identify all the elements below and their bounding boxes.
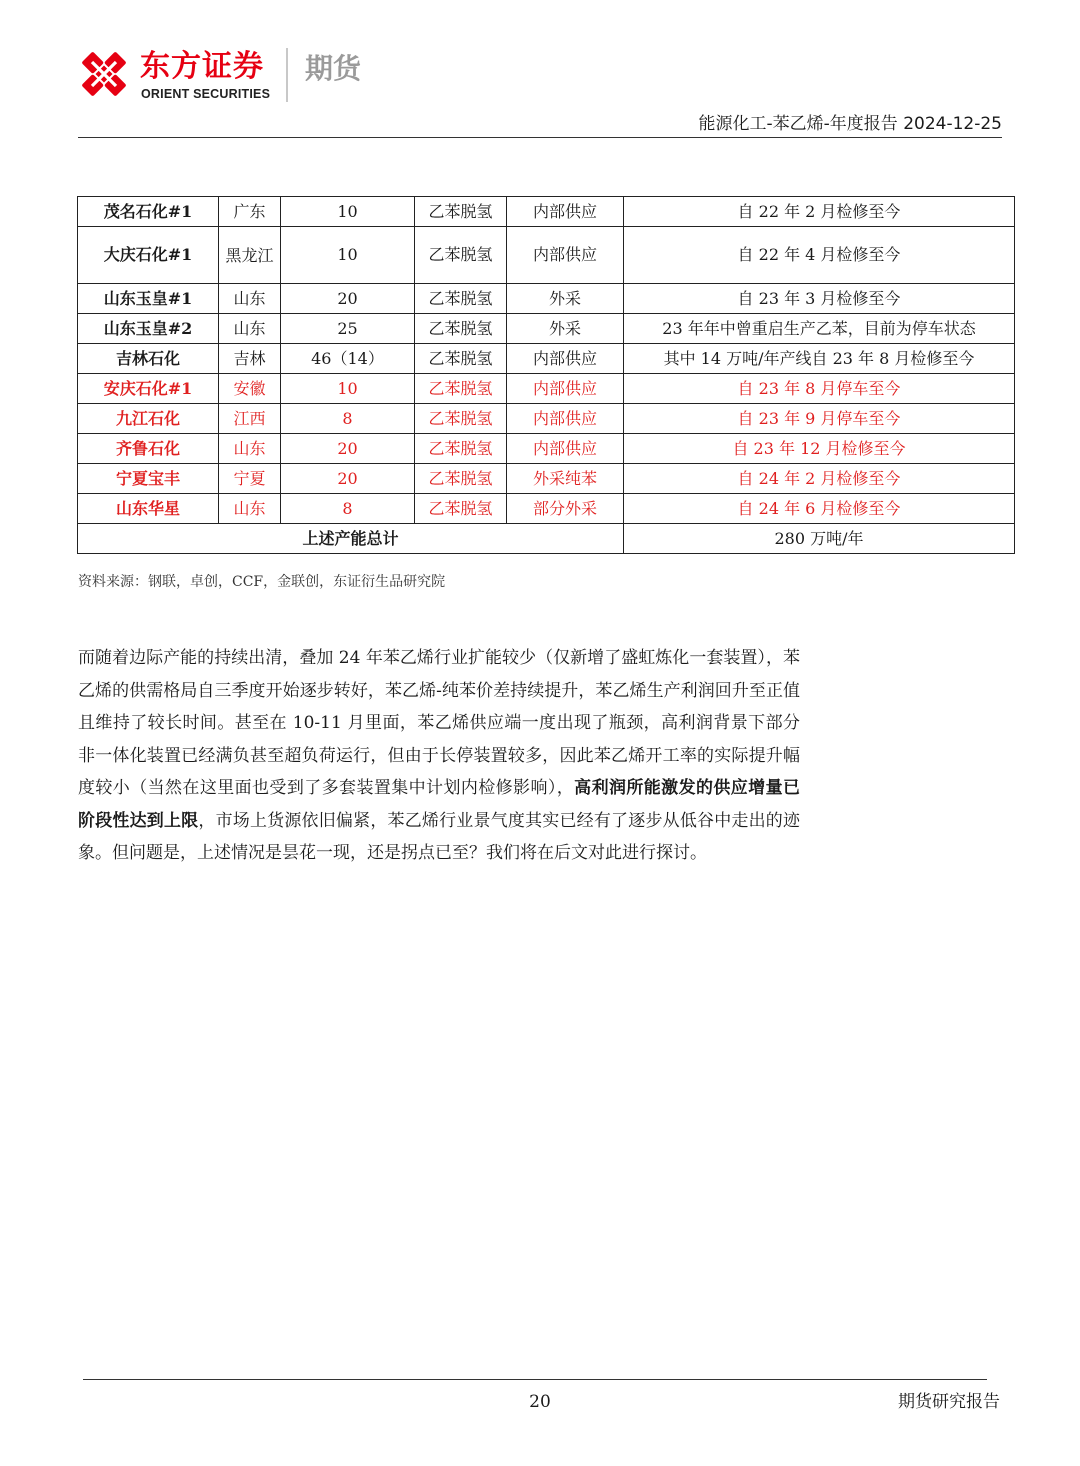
page-number: 20: [529, 1392, 551, 1412]
province-cell: 宁夏: [219, 464, 281, 494]
paragraph-text-2: ，市场上货源依旧偏紧，苯乙烯行业景气度其实已经有了逐步从低谷中走出的迹象。但问题是，上述情况是昙花一现，还是拐点已至？我们将在后文对此进行探讨。: [78, 810, 801, 863]
table-row: [78, 284, 1015, 314]
plant-name-cell: 茂名石化#1: [78, 197, 219, 227]
total-label-cell: 上述产能总计: [78, 524, 624, 554]
process-cell: 乙苯脱氢: [415, 434, 507, 464]
capacity-cell: 25: [281, 314, 415, 344]
plant-name-cell: 山东玉皇#2: [78, 314, 219, 344]
supply-cell: 内部供应: [507, 197, 624, 227]
status-cell: 自 23 年 3 月检修至今: [624, 284, 1015, 314]
status-cell: 自 24 年 6 月检修至今: [624, 494, 1015, 524]
plant-name-cell: 山东玉皇#1: [78, 284, 219, 314]
table-row: [78, 434, 1015, 464]
plant-name-cell: 齐鲁石化: [78, 434, 219, 464]
table-source-note: 资料来源：钢联，卓创，CCF，金联创，东证衍生品研究院: [78, 574, 446, 590]
province-cell: 山东: [219, 494, 281, 524]
table-row: [78, 374, 1015, 404]
header-divider: [78, 137, 1002, 138]
status-cell: 自 23 年 12 月检修至今: [624, 434, 1015, 464]
capacity-cell: 46（14）: [281, 344, 415, 374]
table-row: [78, 494, 1015, 524]
table-row: [78, 314, 1015, 344]
process-cell: 乙苯脱氢: [415, 494, 507, 524]
process-cell: 乙苯脱氢: [415, 374, 507, 404]
plant-name-cell: 宁夏宝丰: [78, 464, 219, 494]
supply-cell: 外采纯苯: [507, 464, 624, 494]
brand-name-cn: 东方证券: [140, 49, 264, 84]
province-cell: 安徽: [219, 374, 281, 404]
total-value-cell: 280 万吨/年: [624, 524, 1015, 554]
process-cell: 乙苯脱氢: [415, 197, 507, 227]
status-cell: 自 22 年 4 月检修至今: [624, 227, 1015, 284]
capacity-cell: 10: [281, 197, 415, 227]
footer-divider: [83, 1379, 987, 1380]
body-paragraph: [78, 642, 800, 870]
status-cell: 其中 14 万吨/年产线自 23 年 8 月检修至今: [624, 344, 1015, 374]
plant-name-cell: 大庆石化#1: [78, 227, 219, 284]
supply-cell: 内部供应: [507, 434, 624, 464]
table-row: [78, 227, 1015, 284]
supply-cell: 部分外采: [507, 494, 624, 524]
page-header: [0, 0, 1080, 140]
capacity-cell: 20: [281, 464, 415, 494]
capacity-cell: 10: [281, 374, 415, 404]
supply-cell: 内部供应: [507, 227, 624, 284]
process-cell: 乙苯脱氢: [415, 227, 507, 284]
brand-futures-label: 期货: [305, 52, 362, 85]
capacity-cell: 10: [281, 227, 415, 284]
province-cell: 黑龙江: [219, 227, 281, 284]
capacity-cell: 20: [281, 434, 415, 464]
capacity-cell: 8: [281, 494, 415, 524]
table-total-row: [78, 524, 1015, 554]
status-cell: 自 24 年 2 月检修至今: [624, 464, 1015, 494]
paragraph-text-1: 而随着边际产能的持续出清，叠加 24 年苯乙烯行业扩能较少（仅新增了盛虹炼化一套装置），苯乙烯的供需格局自三季度开始逐步转好，苯乙烯-纯苯价差持续提升，苯乙烯生产利润回升至正值且维持了较长时间。甚至在 10-11 月里面，苯乙烯供应端一度出现了瓶颈，高利润背景下部分非一体化装置已经满负甚至超负荷运行，但由于长停装置较多，因此苯乙烯开工率的实际提升幅度较小（当然在这里面也受到了多套装置集中计划内检修影响），: [78, 648, 800, 798]
process-cell: 乙苯脱氢: [415, 404, 507, 434]
plant-name-cell: 安庆石化#1: [78, 374, 219, 404]
province-cell: 山东: [219, 284, 281, 314]
province-cell: 广东: [219, 197, 281, 227]
status-cell: 自 22 年 2 月检修至今: [624, 197, 1015, 227]
footer-label: 期货研究报告: [898, 1392, 1000, 1412]
supply-cell: 内部供应: [507, 344, 624, 374]
brand-name-en: ORIENT SECURITIES: [141, 87, 271, 101]
plant-name-cell: 山东华星: [78, 494, 219, 524]
report-title: 能源化工-苯乙烯-年度报告 2024-12-25: [698, 114, 1002, 134]
table-row: [78, 197, 1015, 227]
capacity-table-body: [78, 197, 1015, 554]
capacity-table: [77, 196, 1015, 554]
table-row: [78, 464, 1015, 494]
supply-cell: 外采: [507, 284, 624, 314]
capacity-cell: 8: [281, 404, 415, 434]
orient-securities-logo-icon: [78, 48, 130, 100]
table-row: [78, 404, 1015, 434]
plant-name-cell: 九江石化: [78, 404, 219, 434]
supply-cell: 内部供应: [507, 374, 624, 404]
brand-divider: [286, 48, 288, 102]
process-cell: 乙苯脱氢: [415, 284, 507, 314]
supply-cell: 内部供应: [507, 404, 624, 434]
capacity-cell: 20: [281, 284, 415, 314]
process-cell: 乙苯脱氢: [415, 314, 507, 344]
province-cell: 山东: [219, 314, 281, 344]
province-cell: 山东: [219, 434, 281, 464]
supply-cell: 外采: [507, 314, 624, 344]
process-cell: 乙苯脱氢: [415, 344, 507, 374]
process-cell: 乙苯脱氢: [415, 464, 507, 494]
plant-name-cell: 吉林石化: [78, 344, 219, 374]
status-cell: 23 年年中曾重启生产乙苯，目前为停车状态: [624, 314, 1015, 344]
table-row: [78, 344, 1015, 374]
province-cell: 吉林: [219, 344, 281, 374]
paragraph-bold-highlight: 高利润所能激发的供应增量已阶段性达到上限: [78, 778, 801, 831]
status-cell: 自 23 年 9 月停车至今: [624, 404, 1015, 434]
status-cell: 自 23 年 8 月停车至今: [624, 374, 1015, 404]
province-cell: 江西: [219, 404, 281, 434]
